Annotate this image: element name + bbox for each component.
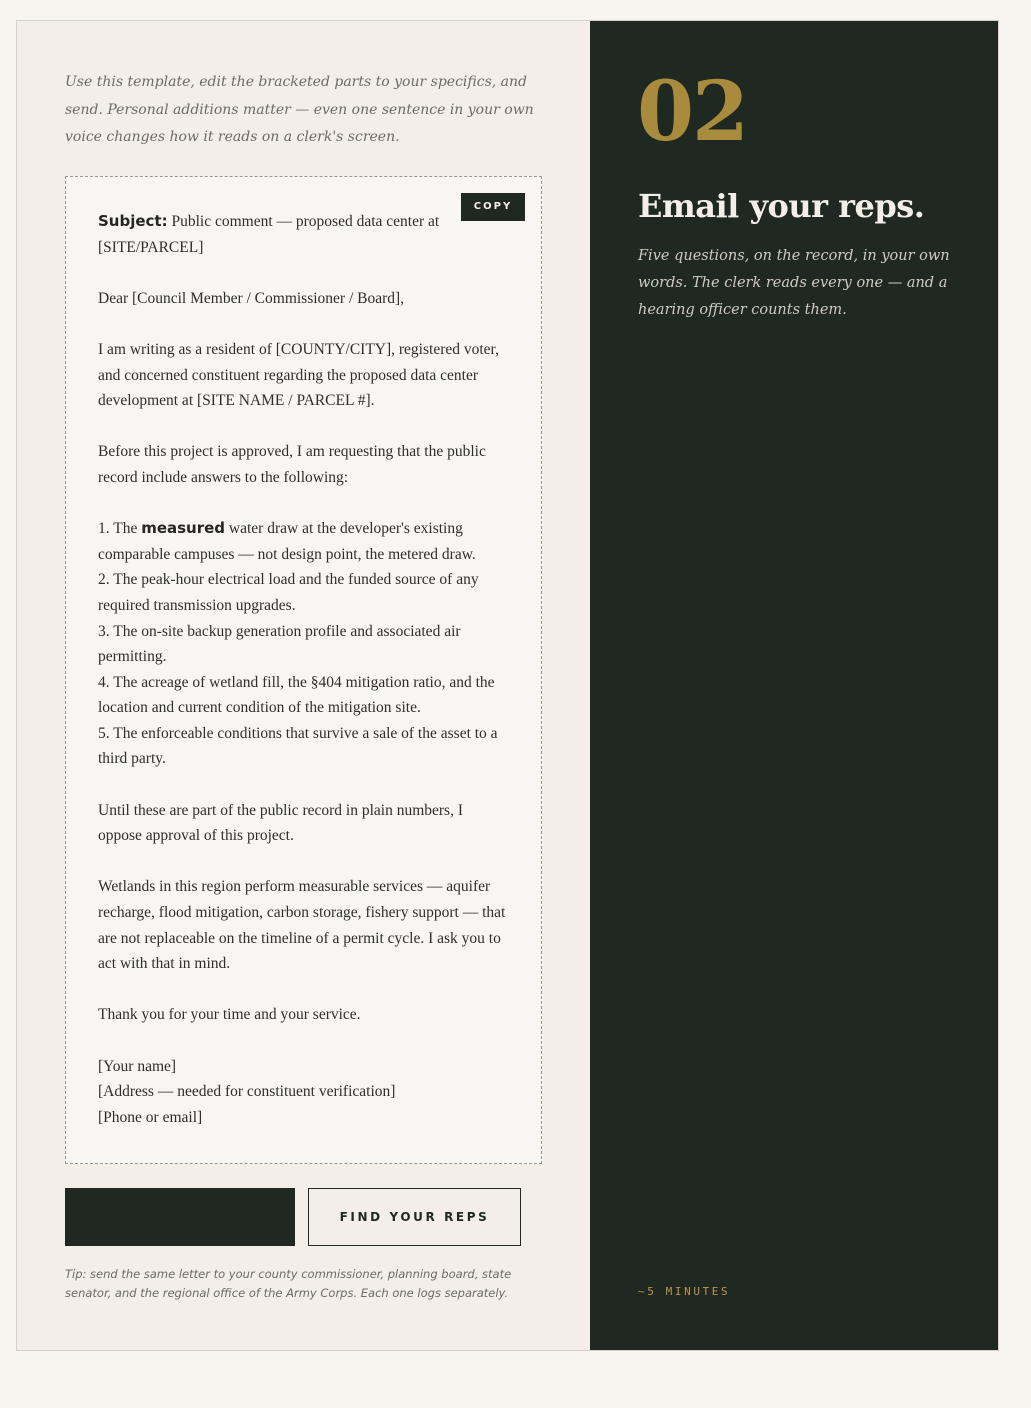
question-1-prefix: 1. The xyxy=(98,520,142,538)
question-3: 3. The on-site backup generation profile and associated air permitting. xyxy=(98,622,461,666)
question-1-emphasis: measured xyxy=(141,519,226,538)
copy-button[interactable]: COPY xyxy=(461,193,525,221)
find-reps-button[interactable]: FIND YOUR REPS xyxy=(308,1188,521,1246)
question-1-text: water draw at the developer's existing comparable campuses — not design point, the metered draw. xyxy=(98,520,476,563)
letter-panel xyxy=(17,21,590,1350)
duration-label: ~5 MINUTES xyxy=(638,1285,731,1298)
signature-name: [Your name] xyxy=(98,1057,177,1075)
question-5: 5. The enforceable conditions that survive a sale of the asset to a third party. xyxy=(98,724,498,768)
step-number: 02 xyxy=(637,64,748,160)
letter-paragraph-4: Wetlands in this region perform measurable services — aquifer recharge, flood mitigation, carbon storage, fishery support — that are not replaceable on the timeline of a permit cycle. I ask you to act with that in mind. xyxy=(98,878,506,973)
question-2: 2. The peak-hour electrical load and the funded source of any required transmission upgrades. xyxy=(98,571,479,614)
letter-paragraph-1: I am writing as a resident of [COUNTY/CITY], registered voter, and concerned constituent regarding the proposed data center development at [SITE NAME / PARCEL #]. xyxy=(98,340,499,410)
question-4: 4. The acreage of wetland fill, the §404 mitigation ratio, and the location and current condition of the mitigation site. xyxy=(98,673,495,717)
step-card xyxy=(16,20,999,1351)
letter-signature xyxy=(98,1054,510,1131)
intro-text: Use this template, edit the bracketed parts to your specifics, and send. Personal additions matter — even one sentence in your own voice changes how it reads on a clerk's screen. xyxy=(65,74,534,145)
letter-paragraph-3: Until these are part of the public record in plain numbers, I oppose approval of this project. xyxy=(98,801,463,845)
letter-subject xyxy=(98,209,510,260)
step-description: Five questions, on the record, in your own words. The clerk reads every one — and a hearing officer counts them. xyxy=(638,248,950,318)
step-title: Email your reps. xyxy=(638,187,925,225)
letter-paragraph-5: Thank you for your time and your service. xyxy=(98,1006,361,1024)
open-mail-app-button[interactable]: OPEN IN MAIL APP xyxy=(65,1188,295,1246)
subject-label: Subject: xyxy=(98,212,168,230)
letter-salutation: Dear [Council Member / Commissioner / Board], xyxy=(98,289,405,307)
letter-paragraph-2: Before this project is approved, I am requesting that the public record include answers to the following: xyxy=(98,443,486,486)
letter-template[interactable] xyxy=(65,176,542,1164)
subject-text: Public comment — proposed data center at [SITE/PARCEL] xyxy=(98,213,440,256)
signature-contact: [Phone or email] xyxy=(98,1108,203,1126)
letter-body xyxy=(98,209,510,1130)
question-1 xyxy=(98,516,510,567)
signature-address: [Address — needed for constituent verification] xyxy=(98,1083,396,1101)
tip-text: Tip: send the same letter to your county commissioner, planning board, state senator, and the regional office of the Army Corps. Each one logs separately. xyxy=(65,1267,512,1300)
step-panel xyxy=(590,21,998,1350)
question-list xyxy=(98,516,510,772)
